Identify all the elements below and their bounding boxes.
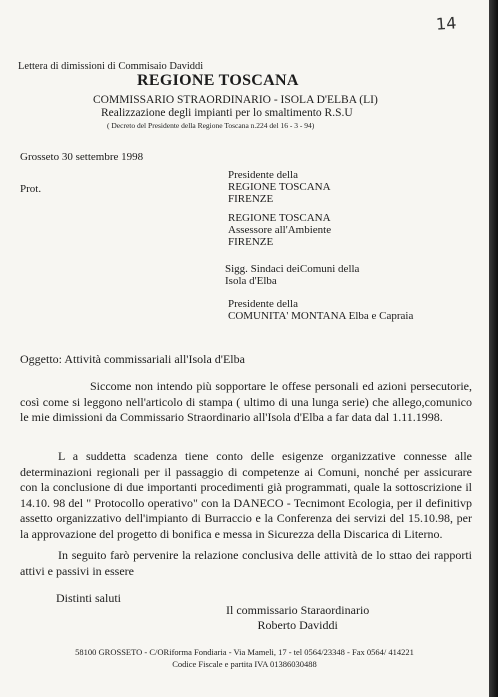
addressee-block <box>225 263 359 287</box>
addressee-line: REGIONE TOSCANA <box>228 181 331 193</box>
addressee-line: REGIONE TOSCANA <box>228 212 331 224</box>
addressee-line: FIRENZE <box>228 193 274 205</box>
region-title: REGIONE TOSCANA <box>137 72 299 89</box>
addressee-line: Sigg. Sindaci deiComuni della <box>225 263 360 275</box>
addressee-line: FIRENZE <box>228 236 274 248</box>
addressee-line: Presidente della <box>228 298 298 310</box>
realization-line: Realizzazione degli impianti per lo smaltimento R.S.U <box>101 107 353 119</box>
letter-footer <box>0 646 489 670</box>
footer-address: 58100 GROSSETO - C/ORiforma Fondiaria - Via Mameli, 17 - tel 0564/23348 - Fax 0564/ 414221 <box>75 647 414 657</box>
body-paragraph: L a suddetta scadenza tiene conto delle esigenze organizzative connesse alle determinazioni regionali per il passaggio di competenze ai Comuni, nonché per assicurare con la conclusione di due importanti procedimenti già programmati, quale la sottoscrizione il 14.10. 98 del " Protocollo operativo" con la DANECO - Tecnimont Ecologia, per il definitivp assetto organizzativo dell'impianto di Burraccio e la Conferenza dei servizi del 15.10.98, per la approvazione del progetto di bonifica e messa in Sicurezza della Discarica di Literno. <box>20 449 472 541</box>
addressee-block <box>228 169 331 205</box>
closing-salutation: Distinti saluti <box>56 591 122 605</box>
addressee-line: Assessore all'Ambiente <box>228 224 332 236</box>
letter-heading-note: Lettera di dimissioni di Commisaio Daviddi <box>18 61 204 72</box>
letter-date: Grosseto 30 settembre 1998 <box>20 151 144 163</box>
signature-block <box>226 603 369 633</box>
scan-edge <box>489 0 498 697</box>
commissioner-line: COMMISSARIO STRAORDINARIO - ISOLA D'ELBA (LI) <box>93 94 378 106</box>
body-paragraph: Siccome non intendo più sopportare le offese personali ed azioni persecutorie, così come si leggono nell'articolo di stampa ( ultimo di una lunga serie) che allego,comunico le mie dimissioni da Commissario Straordinario all'Isola d'Elba a far data dal 1.11.1998. <box>20 379 472 424</box>
decree-line: ( Decreto del Presidente della Regione Toscana n.224 del 16 - 3 - 94) <box>107 121 315 130</box>
addressee-block <box>228 298 413 322</box>
addressee-line: Isola d'Elba <box>225 275 277 287</box>
body-paragraph: In seguito farò pervenire la relazione conclusiva delle attività de lo sttao dei rapporti attivi e passivi in essere <box>20 548 472 578</box>
addressee-line: COMUNITA' MONTANA Elba e Capraia <box>228 310 414 322</box>
subject-line: Oggetto: Attività commissariali all'Isola d'Elba <box>20 352 245 366</box>
footer-fiscal: Codice Fiscale e partita IVA 01386030488 <box>172 659 317 669</box>
signature-title: Il commissario Staraordinario <box>226 603 370 617</box>
addressee-line: Presidente della <box>228 169 298 181</box>
protocol-label: Prot. <box>20 183 42 195</box>
addressee-block <box>228 212 331 248</box>
signature-name: Roberto Daviddi <box>257 618 338 632</box>
page-number: 14 <box>435 13 457 34</box>
